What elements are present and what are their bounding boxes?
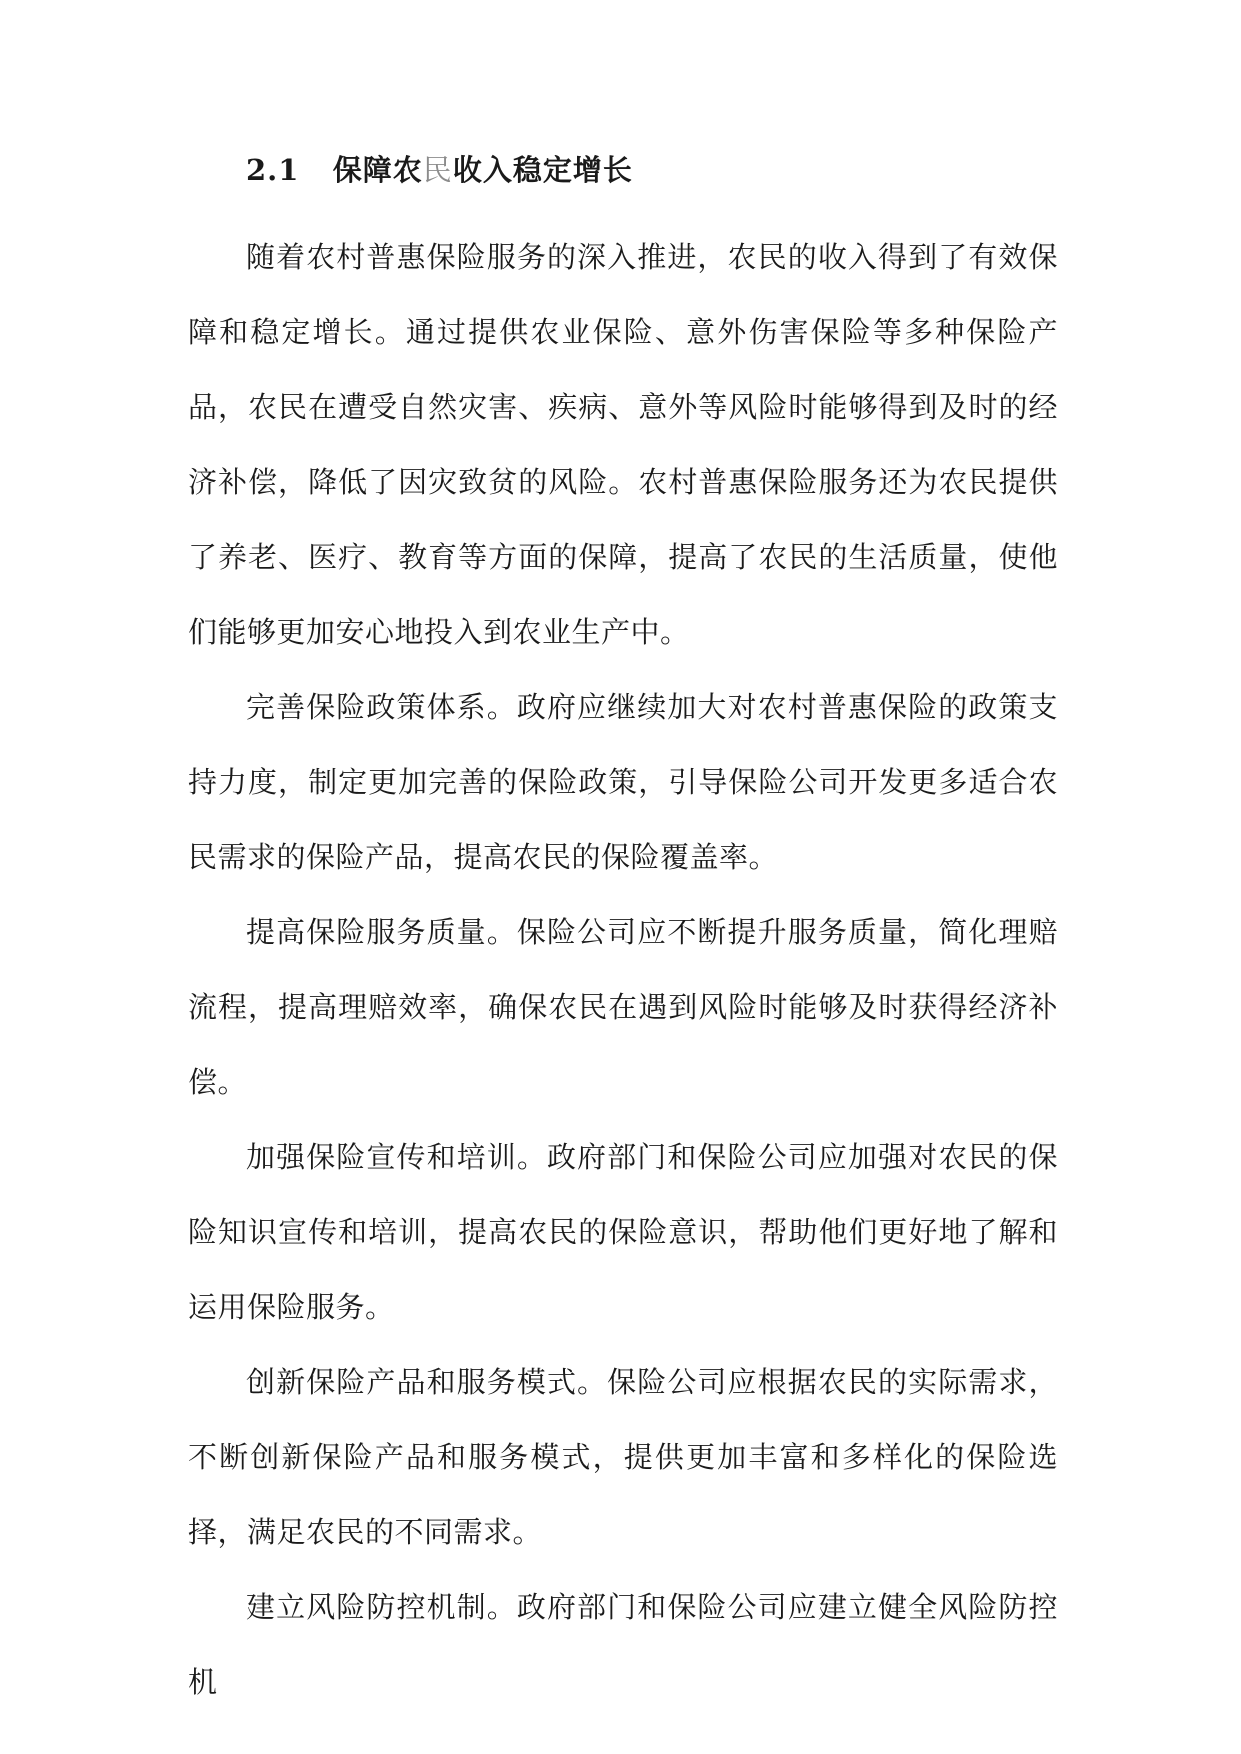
section-heading (246, 148, 633, 192)
paragraph-risk-control: 建立风险防控机制。政府部门和保险公司应建立健全风险防控机 (188, 1590, 1058, 1699)
paragraph-policy-system: 完善保险政策体系。政府应继续加大对农村普惠保险的政策支持力度，制定更加完善的保险政策，引导保险公司开发更多适合农民需求的保险产品，提高农民的保险覆盖率。 (188, 690, 1058, 874)
section-title-part-2: 收入稳定增长 (452, 153, 633, 187)
paragraph-income-overview: 随着农村普惠保险服务的深入推进，农民的收入得到了有效保障和稳定增长。通过提供农业保险、意外伤害保险等多种保险产品，农民在遭受自然灾害、疾病、意外等风险时能够得到及时的经济补偿，降低了因灾致贫的风险。农村普惠保险服务还为农民提供了养老、医疗、教育等方面的保障，提高了农民的生活质量，使他们能够更加安心地投入到农业生产中。 (188, 240, 1058, 649)
body-text (188, 220, 1058, 1720)
section-title-part-1: 保障农 (332, 153, 423, 187)
paragraph-product-innovation: 创新保险产品和服务模式。保险公司应根据农民的实际需求，不断创新保险产品和服务模式，提供更加丰富和多样化的保险选择，满足农民的不同需求。 (188, 1365, 1058, 1549)
section-title-highlight: 民 (422, 153, 453, 187)
paragraph-publicity-training: 加强保险宣传和培训。政府部门和保险公司应加强对农民的保险知识宣传和培训，提高农民的保险意识，帮助他们更好地了解和运用保险服务。 (188, 1140, 1058, 1324)
section-number: 2.1 (246, 153, 300, 187)
paragraph-service-quality: 提高保险服务质量。保险公司应不断提升服务质量，简化理赔流程，提高理赔效率，确保农民在遇到风险时能够及时获得经济补偿。 (188, 915, 1058, 1099)
